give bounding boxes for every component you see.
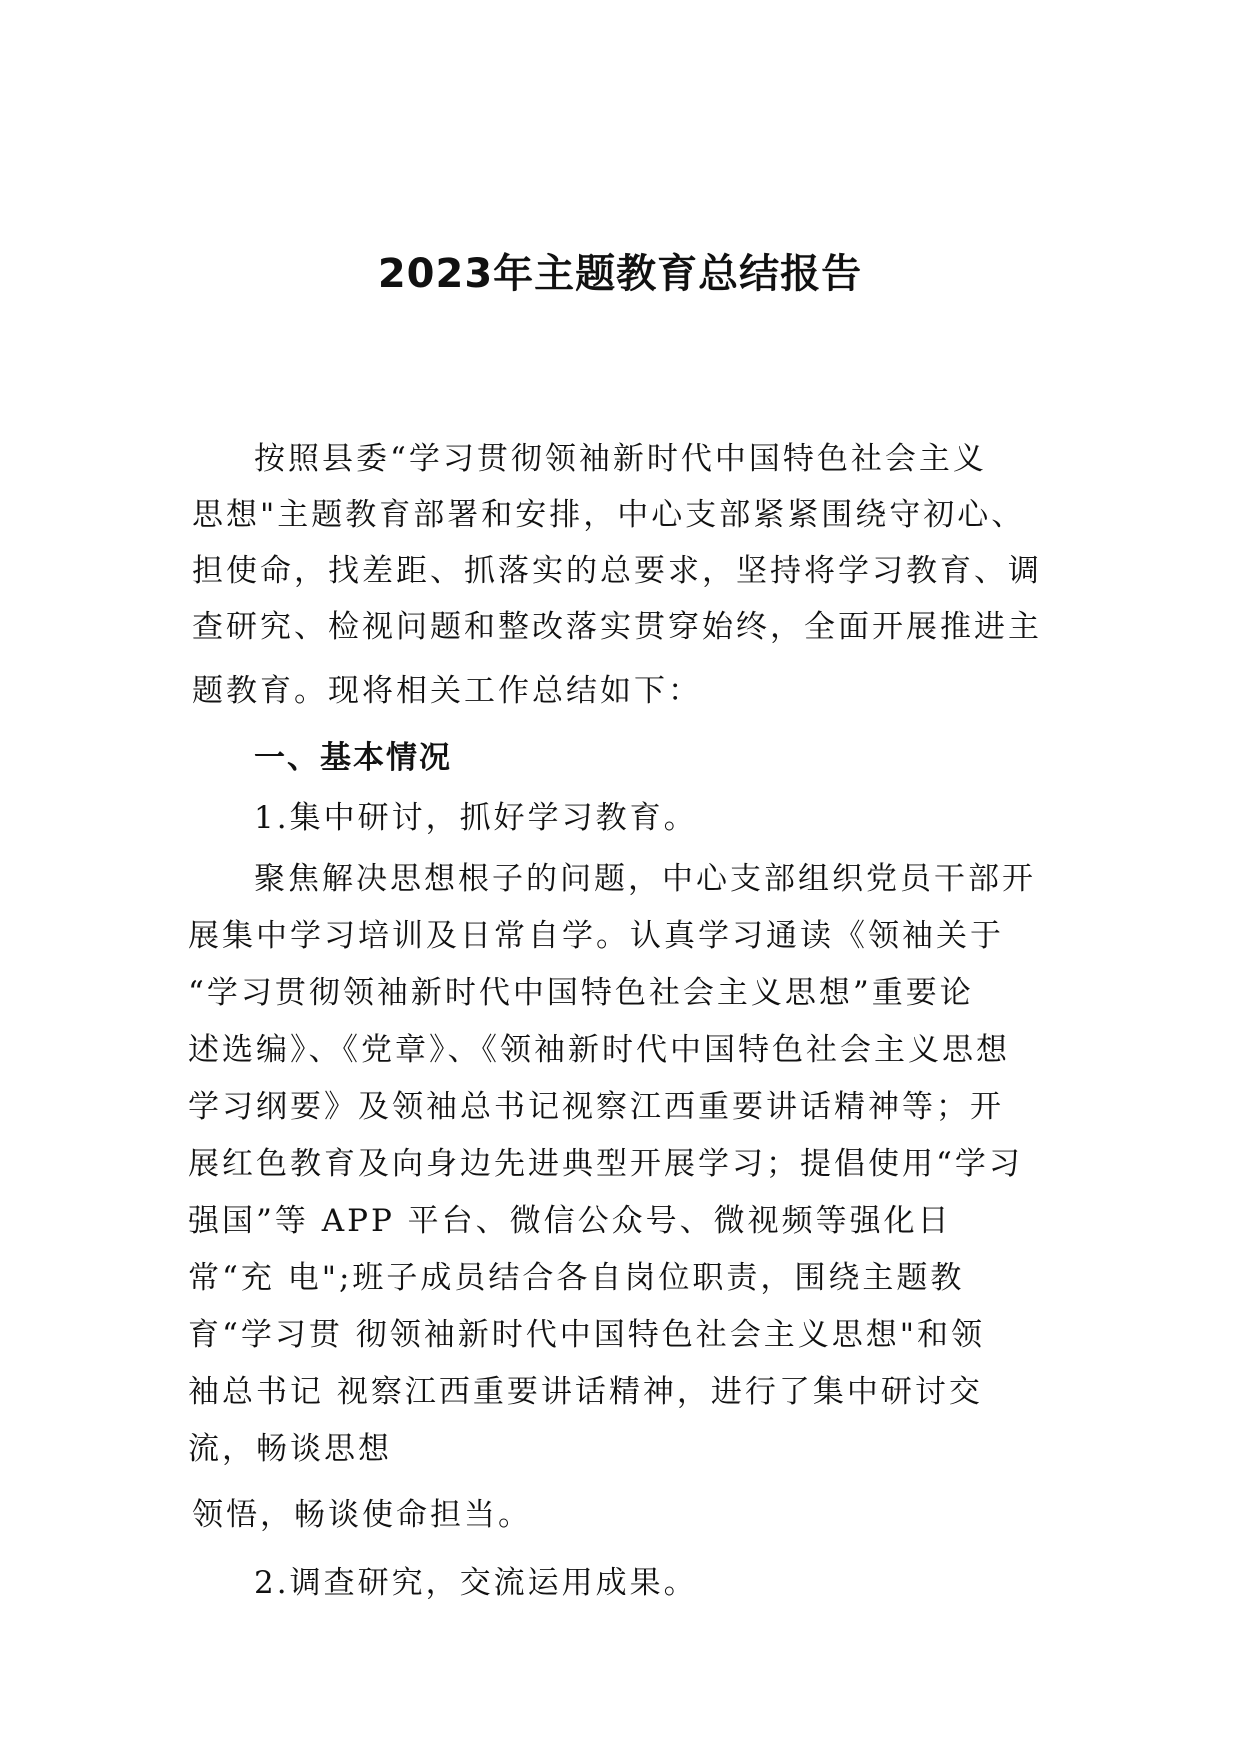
paragraph-1-line-5: 题教育。现将相关工作总结如下： bbox=[192, 673, 702, 709]
paragraph-2-line-12: 领悟，畅谈使命担当。 bbox=[192, 1497, 532, 1533]
subsection-heading-2: 2.调查研究，交流运用成果。 bbox=[254, 1565, 698, 1601]
paragraph-2-line-1: 聚焦解决思想根子的问题，中心支部组织党员干部开 bbox=[254, 861, 1036, 897]
paragraph-2-line-8: 常“充 电";班子成员结合各自岗位职责，围绕主题教 bbox=[188, 1260, 965, 1296]
paragraph-2-line-6: 展红色教育及向身边先进典型开展学习；提倡使用“学习 bbox=[188, 1146, 1023, 1182]
section-heading-basic: 一、基本情况 bbox=[254, 740, 452, 776]
paragraph-2-line-2: 展集中学习培训及日常自学。认真学习通读《领袖关于 bbox=[188, 918, 1004, 954]
paragraph-1-line-2: 思想"主题教育部署和安排，中心支部紧紧围绕守初心、 bbox=[192, 497, 1026, 533]
paragraph-1-line-3: 担使命，找差距、抓落实的总要求，坚持将学习教育、调 bbox=[192, 553, 1042, 589]
paragraph-1-line-4: 查研究、检视问题和整改落实贯穿始终，全面开展推进主 bbox=[192, 609, 1042, 645]
paragraph-1-line-1: 按照县委“学习贯彻领袖新时代中国特色社会主义 bbox=[254, 441, 987, 477]
paragraph-2-line-5: 学习纲要》及领袖总书记视察江西重要讲话精神等；开 bbox=[188, 1089, 1004, 1125]
document-title: 2023年主题教育总结报告 bbox=[377, 251, 863, 297]
paragraph-2-line-9: 育“学习贯 彻领袖新时代中国特色社会主义思想"和领 bbox=[188, 1317, 985, 1353]
subsection-heading-1: 1.集中研讨，抓好学习教育。 bbox=[254, 800, 698, 836]
paragraph-2-line-10: 袖总书记 视察江西重要讲话精神，进行了集中研讨交 bbox=[188, 1374, 983, 1410]
paragraph-2-line-3: “学习贯彻领袖新时代中国特色社会主义思想”重要论 bbox=[188, 975, 974, 1011]
paragraph-2-line-11: 流，畅谈思想 bbox=[188, 1431, 392, 1467]
paragraph-2-line-4: 述选编》、《党章》、《领袖新时代中国特色社会主义思想 bbox=[188, 1032, 1010, 1068]
paragraph-2-line-7: 强国”等 APP 平台、微信公众号、微视频等强化日 bbox=[188, 1203, 952, 1239]
